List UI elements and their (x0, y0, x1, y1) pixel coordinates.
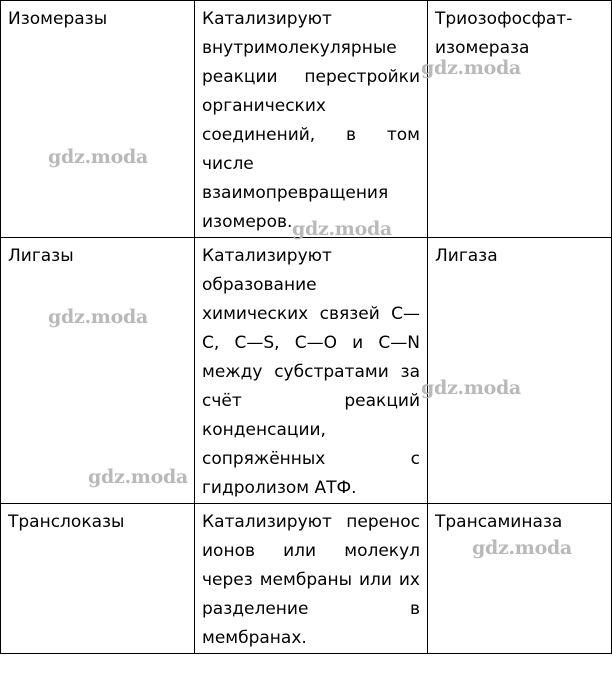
table-row (1, 238, 612, 504)
example-enzyme-cell: Триозофосфат-изомераза (428, 1, 612, 238)
watermark-logo: gdz.moda (88, 466, 188, 488)
enzyme-class-cell: Лигазы (1, 238, 195, 504)
description-cell: Катализируют образование химических связей С—С, С—S, С—О и С—N между субстратами за счёт реакций конденсации, сопряжённых с гидролизом АТФ. (195, 238, 428, 504)
table-row (1, 504, 612, 654)
description-cell: Катализируют внутримолекулярные реакции перестройки органических соединений, в том числе взаимопревращения изомеров. (195, 1, 428, 238)
watermark-logo: gdz.moda (472, 537, 572, 559)
watermark-logo: gdz.moda (48, 306, 148, 328)
watermark-logo: gdz.moda (421, 57, 521, 79)
example-enzyme-cell: Трансаминаза (428, 504, 612, 654)
watermark-logo: gdz.moda (292, 218, 392, 240)
example-enzyme-cell: Лигаза (428, 238, 612, 504)
description-cell: Катализируют перенос ионов или молекул через мембраны или их разделение в мембранах. (195, 504, 428, 654)
watermark-logo: gdz.moda (48, 146, 148, 168)
watermark-logo: gdz.moda (421, 377, 521, 399)
enzyme-class-cell: Изомеразы (1, 1, 195, 238)
enzyme-class-cell: Транслоказы (1, 504, 195, 654)
table-row (1, 1, 612, 238)
